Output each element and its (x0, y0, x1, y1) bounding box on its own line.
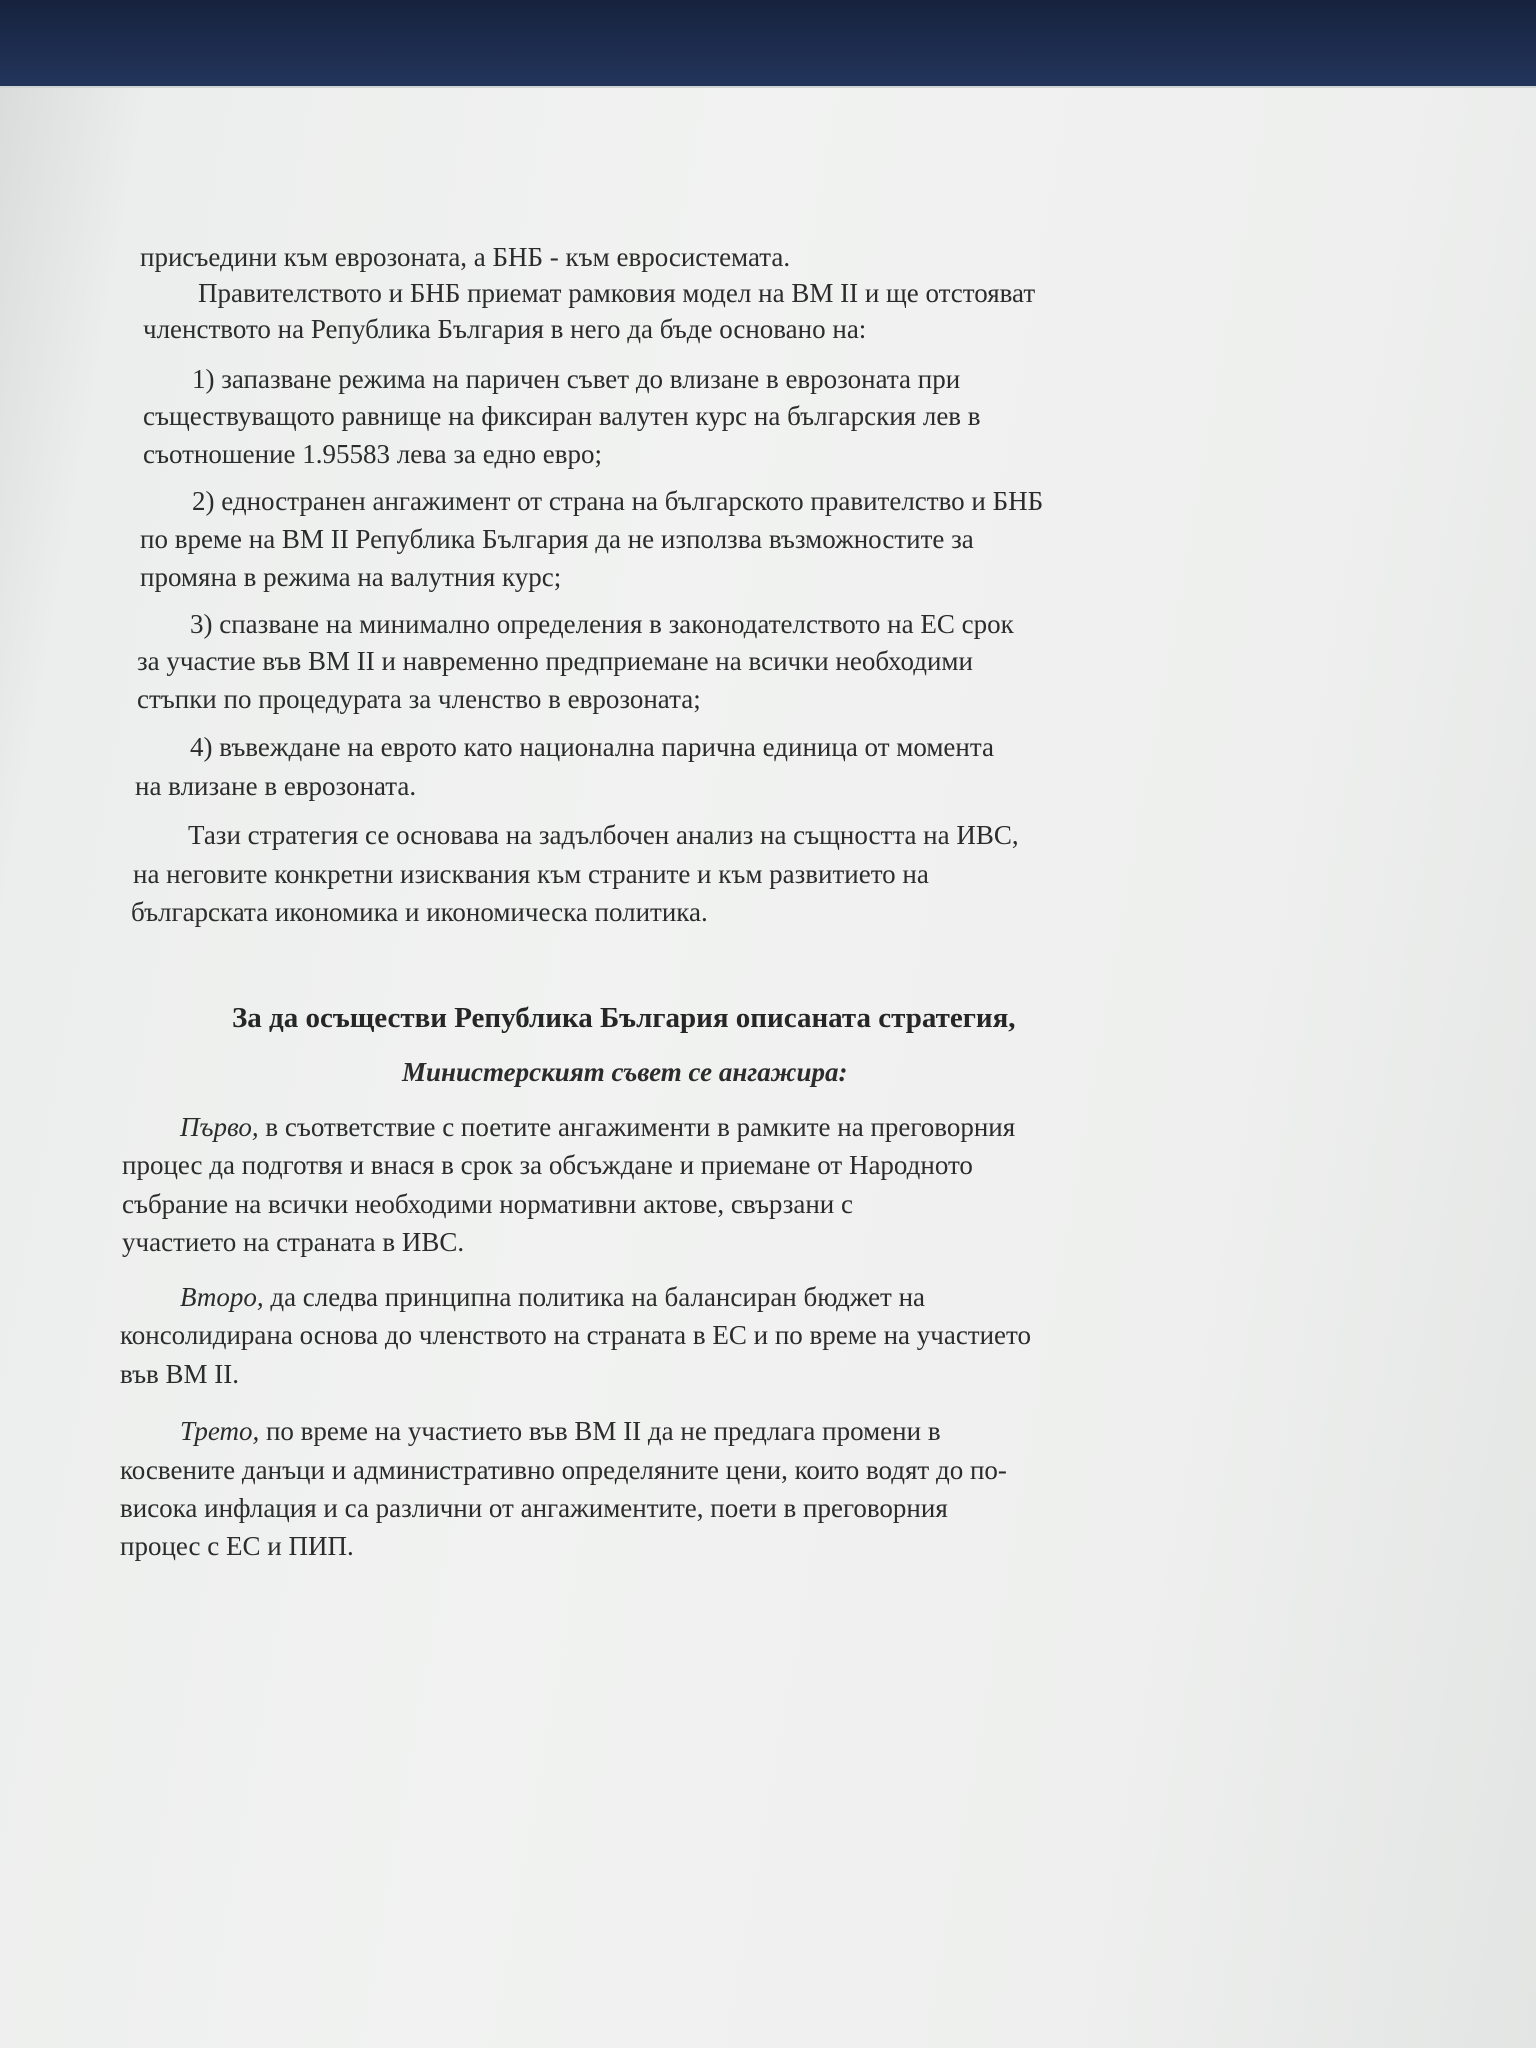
text-line: да следва принципна политика на балансиран бюджет на (270, 1282, 926, 1312)
text-line: по време на участието във ВМ II да не предлага промени в (265, 1416, 941, 1446)
text-line: стъпки по процедурата за членство в еврозоната; (137, 684, 701, 714)
text-line: по време на ВМ II Република България да не използва възможностите за (140, 524, 974, 554)
text-line: за участие във ВМ II и навременно предприемане на всички необходими (137, 646, 973, 676)
section-heading: За да осъществи Република България описаната стратегия, (232, 1002, 1016, 1034)
commitment-lead: Първо, (180, 1112, 259, 1142)
commitment-third (180, 1414, 941, 1448)
text-line: на неговите конкретни изисквания към страните и към развитието на (133, 859, 929, 889)
commitment-lead: Трето, (180, 1416, 260, 1446)
text-line: на влизане в еврозоната. (135, 771, 417, 801)
section-subheading: Министерският съвет се ангажира: (402, 1057, 848, 1087)
text-line: присъедини към еврозоната, а БНБ - към евросистемата. (140, 242, 791, 272)
text-line: членството на Република България в него да бъде основано на: (143, 314, 867, 344)
text-line: консолидирана основа до членството на страната в ЕС и по време на участието (120, 1320, 1031, 1350)
text-line: във ВМ II. (120, 1359, 240, 1389)
text-line: висока инфлация и са различни от ангажиментите, поети в преговорния (120, 1493, 948, 1523)
text-line: съотношение 1.95583 лева за едно евро; (143, 439, 603, 469)
text-line: събрание на всички необходими нормативни актове, свързани с (122, 1189, 853, 1219)
text-line: промяна в режима на валутния курс; (140, 562, 562, 592)
commitment-second (180, 1280, 925, 1314)
text-line: процес с ЕС и ПИП. (120, 1531, 354, 1561)
text-line: косвените данъци и административно определяните цени, които водят до по- (120, 1455, 1007, 1485)
commitment-first (180, 1110, 1015, 1144)
list-item-1: 1) запазване режима на паричен съвет до влизане в еврозоната при (192, 364, 961, 394)
list-item-2: 2) едностранен ангажимент от страна на българското правителство и БНБ (192, 486, 1044, 516)
text-line: процес да подготвя и внася в срок за обсъждане и приемане от Народното (122, 1150, 973, 1180)
text-line: Тази стратегия се основава на задълбочен анализ на същността на ИВС, (188, 820, 1019, 850)
list-item-3: 3) спазване на минимално определения в законодателството на ЕС срок (190, 609, 1014, 639)
commitment-lead: Второ, (180, 1282, 264, 1312)
text-line: в съответствие с поетите ангажименти в рамките на преговорния (265, 1112, 1016, 1142)
list-item-4: 4) въвеждане на еврото като национална парична единица от момента (190, 732, 994, 762)
text-line: участието на страната в ИВС. (122, 1227, 465, 1257)
text-line: Правителството и БНБ приемат рамковия модел на ВМ II и ще отстояват (198, 278, 1036, 308)
text-line: съществуващото равнище на фиксиран валутен курс на българския лев в (143, 401, 981, 431)
text-line: българската икономика и икономическа политика. (131, 897, 708, 927)
